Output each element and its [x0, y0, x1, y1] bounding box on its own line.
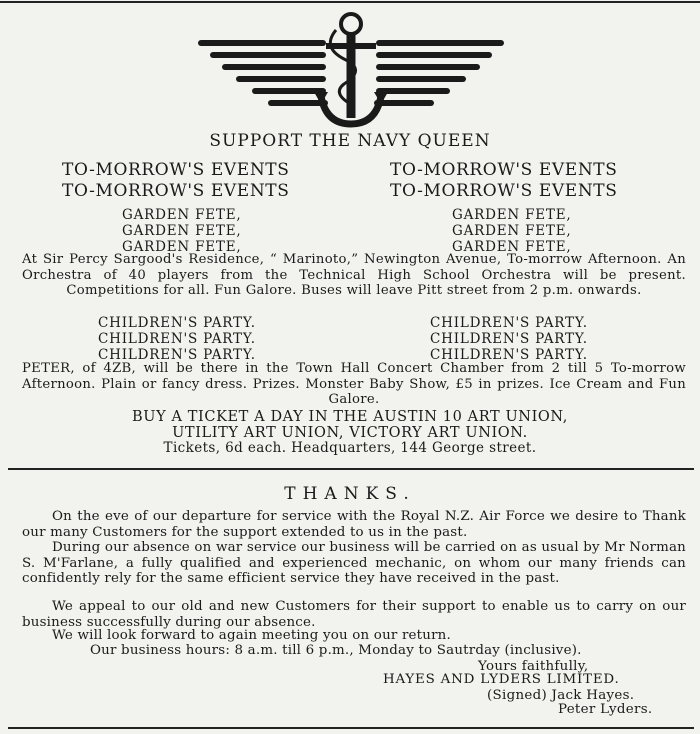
party-line: CHILDREN'S PARTY.: [98, 347, 256, 363]
page-title: SUPPORT THE NAVY QUEEN: [209, 131, 491, 151]
party-line: CHILDREN'S PARTY.: [430, 331, 588, 347]
fete-line: GARDEN FETE,: [122, 223, 242, 239]
tickets-info: Tickets, 6d each. Headquarters, 144 George street.: [163, 440, 537, 456]
party-line: CHILDREN'S PARTY.: [430, 315, 588, 331]
signer-jack: (Signed) Jack Hayes.: [487, 688, 635, 703]
fete-line: GARDEN FETE,: [122, 239, 242, 255]
fete-line: GARDEN FETE,: [452, 207, 572, 223]
section-divider: [8, 468, 694, 470]
events-line: TO-MORROW'S EVENTS: [390, 181, 618, 201]
thanks-paragraph: We appeal to our old and new Customers for their support to enable us to carry on our business successfully during our absence.: [22, 599, 686, 630]
party-line: CHILDREN'S PARTY.: [98, 315, 256, 331]
fete-line: GARDEN FETE,: [122, 207, 242, 223]
garden-fete-right: [452, 207, 571, 255]
thanks-paragraph: We will look forward to again meeting you on our return.: [52, 628, 451, 643]
events-heading-right: [390, 160, 617, 202]
signer-peter: Peter Lyders.: [558, 702, 653, 717]
company-name: HAYES AND LYDERS LIMITED.: [383, 672, 620, 687]
events-line: TO-MORROW'S EVENTS: [62, 160, 290, 180]
garden-fete-description: At Sir Percy Sargood's Residence, “ Marinoto,” Newington Avenue, To-morrow Afternoon. An Orchestra of 40 players from the Technical High School Orchestra will be present. Competitions for all. Fun Galore. Buses will leave Pitt street from 2 p.m. onwards.: [22, 252, 686, 298]
top-rule: [0, 1, 700, 3]
party-line: CHILDREN'S PARTY.: [430, 347, 588, 363]
children-party-left: [98, 315, 256, 363]
art-union-line-2: UTILITY ART UNION, VICTORY ART UNION.: [172, 425, 528, 441]
party-line: CHILDREN'S PARTY.: [98, 331, 256, 347]
fete-line: GARDEN FETE,: [452, 239, 572, 255]
signoff: Yours faithfully,: [478, 659, 589, 674]
events-line: TO-MORROW'S EVENTS: [390, 160, 618, 180]
children-party-right: [430, 315, 588, 363]
thanks-heading: THANKS.: [284, 484, 416, 504]
art-union-line-1: BUY A TICKET A DAY IN THE AUSTIN 10 ART UNION,: [132, 409, 568, 425]
events-line: TO-MORROW'S EVENTS: [62, 181, 290, 201]
children-party-description: PETER, of 4ZB, will be there in the Town Hall Concert Chamber from 2 till 5 To-morrow Afternoon. Plain or fancy dress. Prizes. Monster Baby Show, £5 in prizes. Ice Cream and Fun Galore.: [22, 361, 686, 407]
thanks-paragraph: On the eve of our departure for service with the Royal N.Z. Air Force we desire to Thank our many Customers for the support extended to us in the past.: [22, 509, 686, 540]
events-heading-left: [62, 160, 289, 202]
thanks-paragraph: During our absence on war service our business will be carried on as usual by Mr Norman S. M'Farlane, a fully qualified and experienced mechanic, on whom our many friends can confidently rely for the same efficient service they have received in the past.: [22, 540, 686, 587]
garden-fete-left: [122, 207, 241, 255]
art-union-notice: [0, 409, 700, 441]
fete-line: GARDEN FETE,: [452, 223, 572, 239]
business-hours: Our business hours: 8 a.m. till 6 p.m., Monday to Sautrday (inclusive).: [90, 643, 582, 658]
winged-anchor-icon: [196, 8, 506, 130]
bottom-rule: [8, 727, 694, 729]
